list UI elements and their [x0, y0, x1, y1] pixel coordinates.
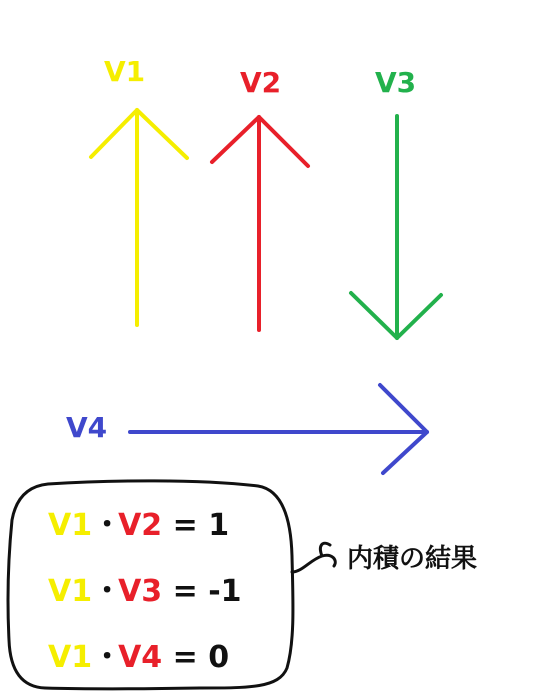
equation-operand-a: V1	[48, 574, 93, 609]
vector-v1-arrow	[91, 110, 187, 325]
equation-equals: =	[172, 508, 198, 543]
vector-v4-label: V4	[66, 411, 108, 444]
equation-dot: ・	[92, 640, 123, 675]
equation-operand-a: V1	[48, 508, 93, 543]
equation-row	[48, 508, 230, 543]
equation-row	[48, 640, 230, 675]
equation-result: 1	[208, 508, 230, 543]
equation-operand-b: V3	[118, 574, 163, 609]
vector-v2-arrow	[212, 117, 308, 330]
connector-brace	[292, 543, 335, 572]
result-label: 内積の結果	[347, 544, 478, 574]
equation-result: 0	[208, 640, 230, 675]
vector-v3-arrow	[351, 116, 441, 338]
equation-equals: =	[172, 640, 198, 675]
vector-v2-label: V2	[240, 66, 282, 99]
vector-v4-head	[380, 385, 427, 473]
vector-v4-arrow	[130, 385, 427, 473]
equation-operand-a: V1	[48, 640, 93, 675]
equation-dot: ・	[92, 574, 123, 609]
equation-operand-b: V4	[118, 640, 163, 675]
vector-v3-label: V3	[375, 66, 417, 99]
equation-row	[48, 574, 242, 609]
equation-equals: =	[172, 574, 198, 609]
equation-dot: ・	[92, 508, 123, 543]
equation-operand-b: V2	[118, 508, 163, 543]
vector-v1-label: V1	[104, 55, 146, 88]
equation-result: -1	[208, 574, 242, 609]
